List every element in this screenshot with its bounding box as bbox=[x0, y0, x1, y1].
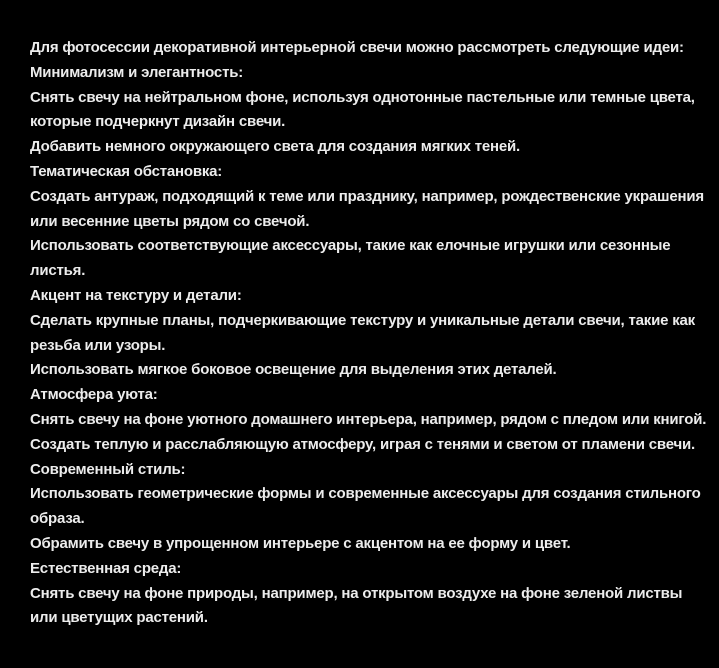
idea-line: Использовать геометрические формы и современные аксессуары для создания стильного образа. bbox=[30, 485, 701, 528]
section-heading-cozy: Атмосфера уюта: bbox=[30, 386, 158, 404]
section-heading-texture: Акцент на текстуру и детали: bbox=[30, 286, 242, 304]
section-heading-minimalism: Минимализм и элегантность: bbox=[30, 63, 244, 81]
idea-line: Снять свечу на фоне уютного домашнего интерьера, например, рядом с пледом или книгой. bbox=[30, 410, 707, 428]
section-heading-nature: Естественная среда: bbox=[30, 559, 182, 577]
idea-line: Создать антураж, подходящий к теме или празднику, например, рождественские украшения или весенние цветы рядом со свечой. bbox=[30, 187, 704, 230]
idea-line: Использовать мягкое боковое освещение для выделения этих деталей. bbox=[30, 361, 557, 379]
idea-line: Снять свечу на нейтральном фоне, используя однотонные пастельные или темные цвета, которые подчеркнут дизайн свечи. bbox=[30, 88, 695, 131]
idea-line: Добавить немного окружающего света для создания мягких теней. bbox=[30, 138, 521, 156]
idea-line: Использовать соответствующие аксессуары, такие как елочные игрушки или сезонные листья. bbox=[30, 237, 671, 280]
idea-line: Снять свечу на фоне природы, например, на открытом воздухе на фоне зеленой листвы или цветущих растений. bbox=[30, 584, 683, 627]
section-heading-modern: Современный стиль: bbox=[30, 460, 186, 478]
idea-line: Создать теплую и расслабляющую атмосферу, играя с тенями и светом от пламени свечи. bbox=[30, 435, 695, 453]
idea-line: Сделать крупные планы, подчеркивающие текстуру и уникальные детали свечи, такие как резьба или узоры. bbox=[30, 311, 695, 354]
intro-line: Для фотосессии декоративной интерьерной свечи можно рассмотреть следующие идеи: bbox=[30, 39, 684, 56]
idea-line: Обрамить свечу в упрощенном интерьере с акцентом на ее форму и цвет. bbox=[30, 534, 571, 552]
section-heading-theme: Тематическая обстановка: bbox=[30, 162, 223, 180]
